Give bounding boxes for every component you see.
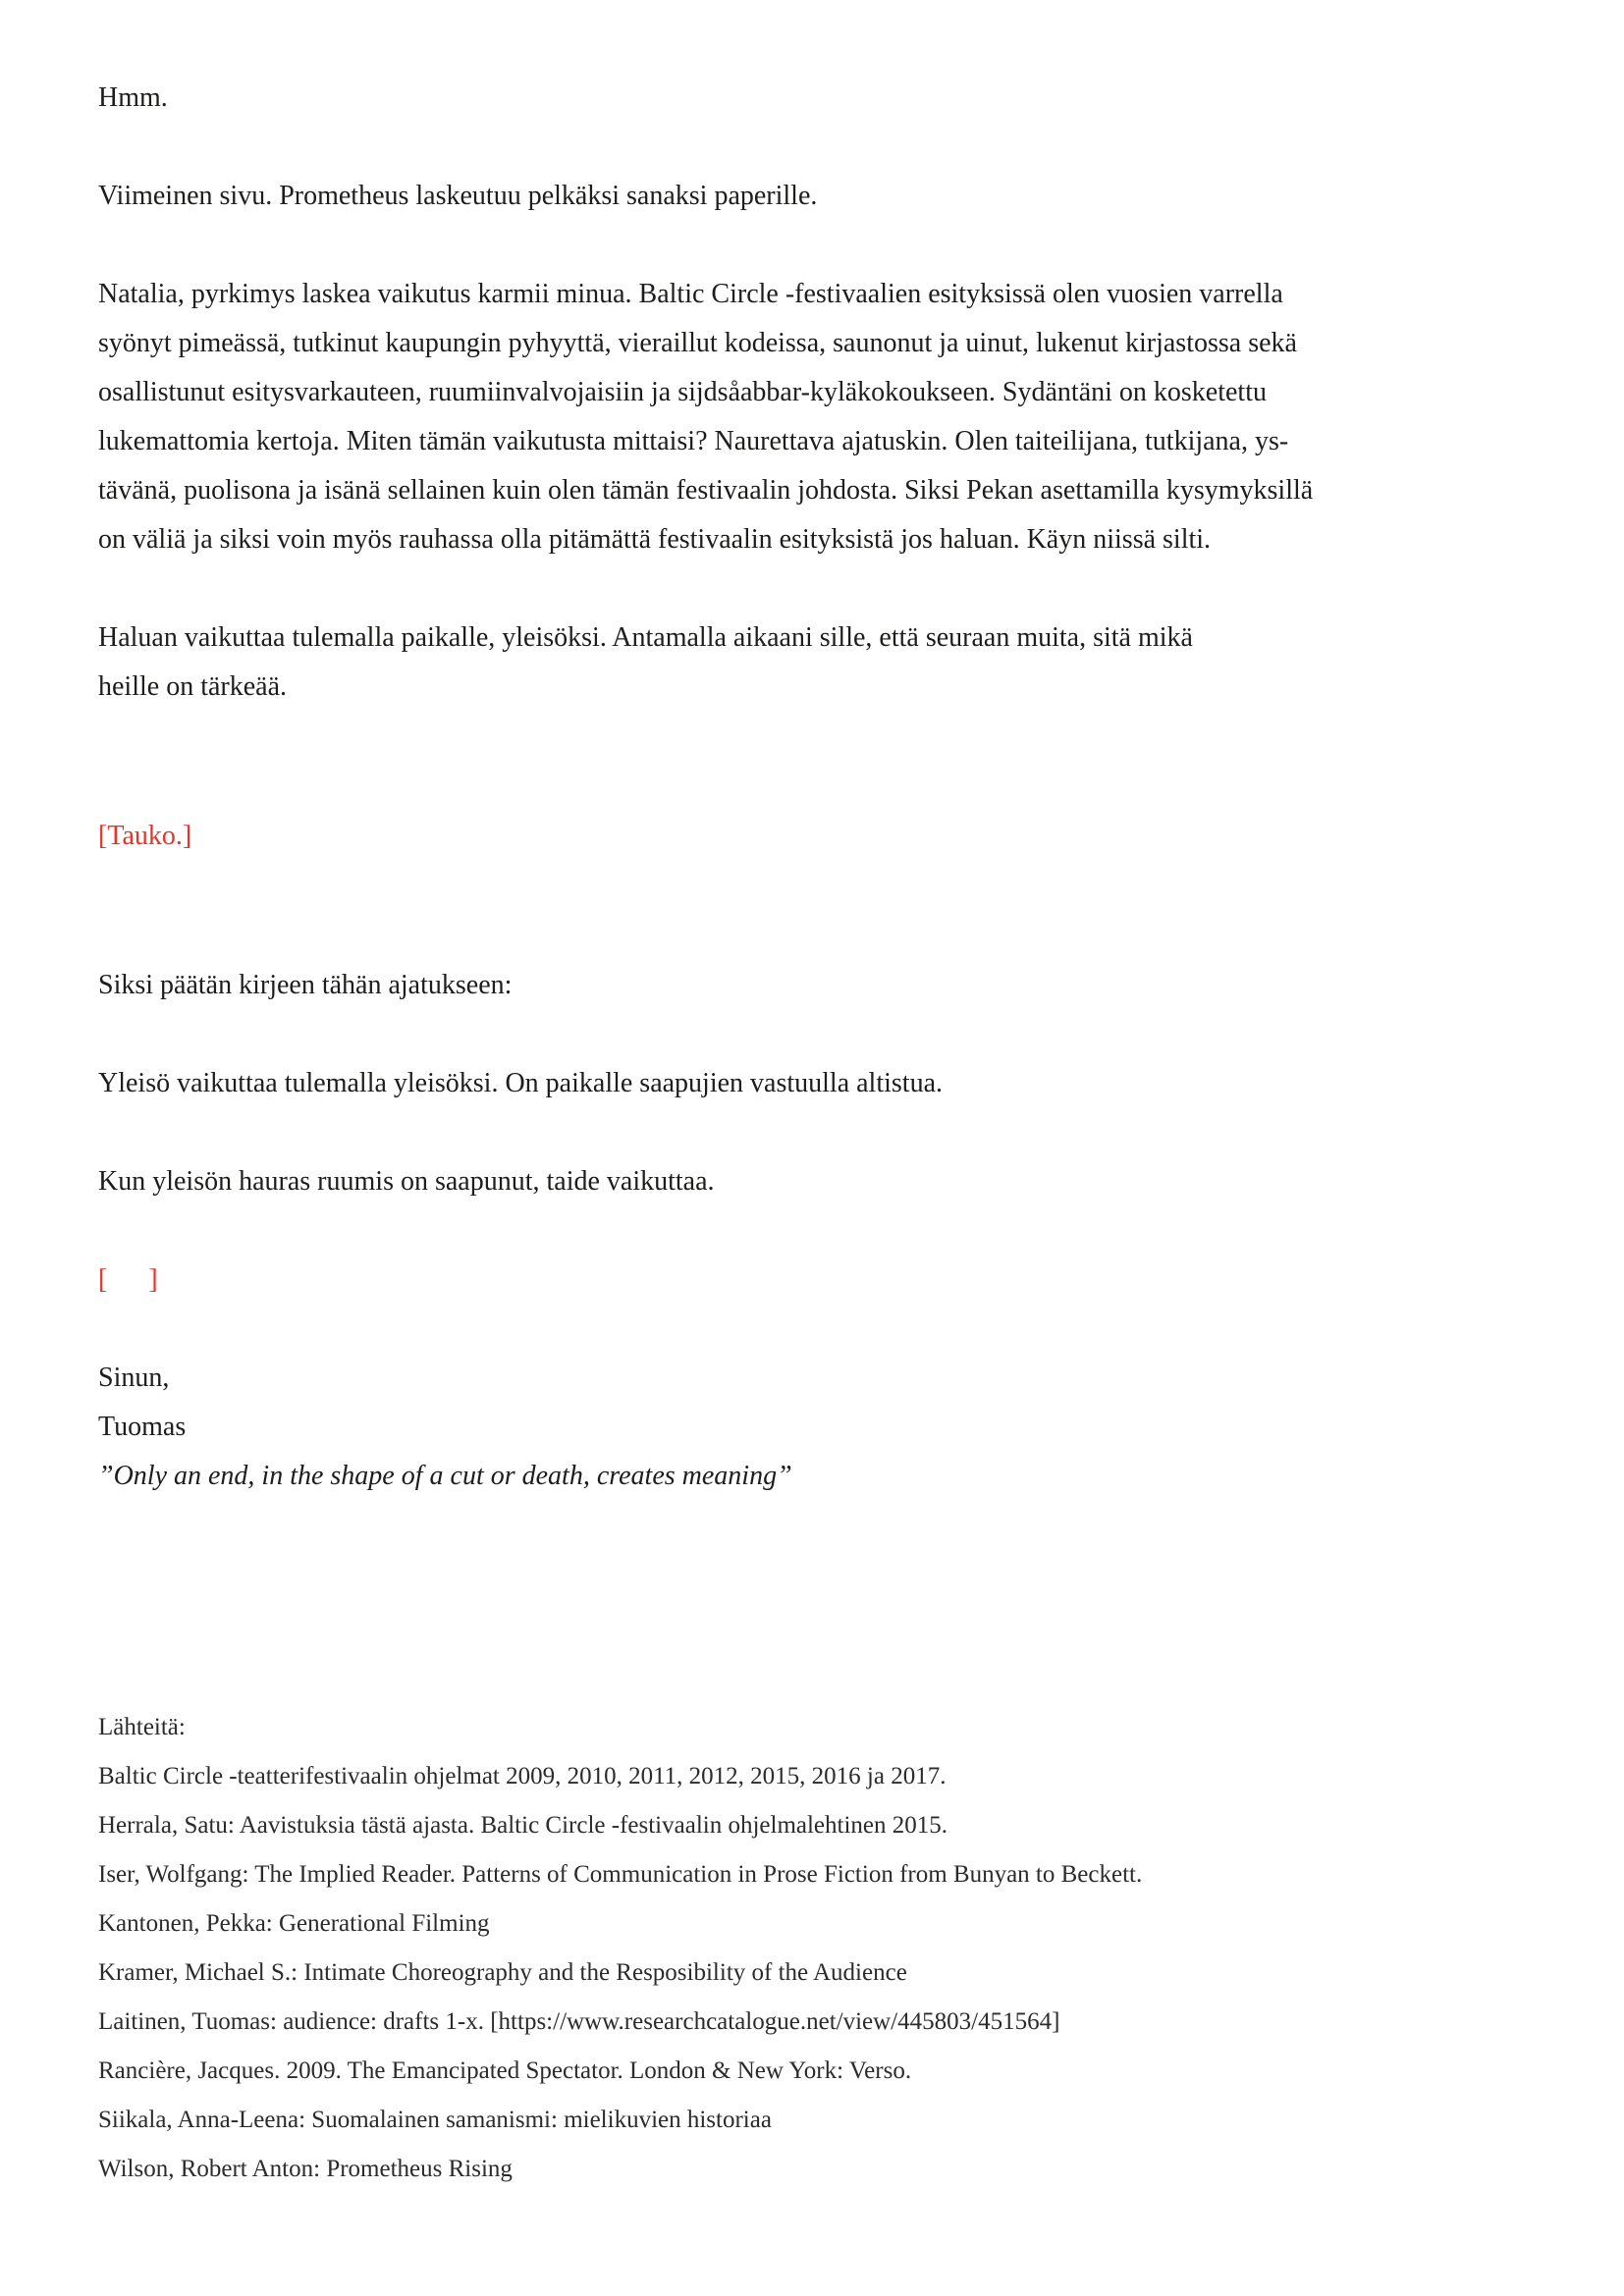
empty-signature-brackets: [ ]	[98, 1264, 158, 1295]
paragraph-line: lukemattomia kertoja. Miten tämän vaikutusta mittaisi? Naurettava ajatuskin. Olen taiteilijana, tutkijana, ys-	[98, 426, 1289, 456]
paragraph-line: on väliä ja siksi voin myös rauhassa olla pitämättä festivaalin esityksistä jos haluan. Käyn niissä silti.	[98, 524, 1212, 555]
letter-body	[98, 74, 1496, 1501]
signature-name: Tuomas	[98, 1412, 187, 1442]
paragraph-line: heille on tärkeää.	[98, 671, 288, 702]
paragraph-conclusion-intro: Siksi päätän kirjeen tähän ajatukseen:	[98, 970, 513, 1000]
paragraph-last-page: Viimeinen sivu. Prometheus laskeutuu pelkäksi sanaksi paperille.	[98, 181, 818, 211]
signoff-greeting: Sinun,	[98, 1362, 170, 1393]
paragraph-line: osallistunut esitysvarkauteen, ruumiinvalvojaisiin ja sijdsåabbar-kyläkokoukseen. Sydäntäni on kosketettu	[98, 377, 1267, 407]
paragraph-natalia	[98, 270, 1496, 564]
source-item: Laitinen, Tuomas: audience: drafts 1-x. [https://www.researchcatalogue.net/view/445803/451564]	[98, 2008, 1060, 2035]
paragraph-hmm: Hmm.	[98, 82, 168, 113]
source-item: Iser, Wolfgang: The Implied Reader. Patterns of Communication in Prose Fiction from Bunyan to Beckett.	[98, 1861, 1143, 1888]
paragraph-haluan	[98, 614, 1496, 712]
paragraph-line: syönyt pimeässä, tutkinut kaupungin pyhyyttä, vieraillut kodeissa, saunonut ja uinut, lukenut kirjastossa sekä	[98, 328, 1297, 358]
paragraph-yleiso: Yleisö vaikuttaa tulemalla yleisöksi. On paikalle saapujien vastuulla altistua.	[98, 1068, 944, 1098]
paragraph-line: Natalia, pyrkimys laskea vaikutus karmii minua. Baltic Circle -festivaalien esityksissä olen vuosien varrella	[98, 279, 1283, 309]
signoff-block	[98, 1354, 1496, 1501]
source-item: Kramer, Michael S.: Intimate Choreography and the Resposibility of the Audience	[98, 1959, 907, 1986]
pause-marker: [Tauko.]	[98, 821, 192, 851]
paragraph-line: Haluan vaikuttaa tulemalla paikalle, yleisöksi. Antamalla aikaani sille, että seuraan muita, sitä mikä	[98, 622, 1193, 653]
paragraph-kun: Kun yleisön hauras ruumis on saapunut, taide vaikuttaa.	[98, 1166, 715, 1197]
closing-quote: ”Only an end, in the shape of a cut or death, creates meaning”	[98, 1461, 792, 1491]
source-item: Wilson, Robert Anton: Prometheus Rising	[98, 2156, 513, 2182]
source-item: Kantonen, Pekka: Generational Filming	[98, 1910, 490, 1937]
source-item: Herrala, Satu: Aavistuksia tästä ajasta. Baltic Circle -festivaalin ohjelmalehtinen 2015.	[98, 1812, 948, 1839]
source-item: Baltic Circle -teatterifestivaalin ohjelmat 2009, 2010, 2011, 2012, 2015, 2016 ja 2017.	[98, 1763, 947, 1789]
paragraph-line: tävänä, puolisona ja isänä sellainen kuin olen tämän festivaalin johdosta. Siksi Pekan asettamilla kysymyksillä	[98, 475, 1314, 506]
source-item: Rancière, Jacques. 2009. The Emancipated Spectator. London & New York: Verso.	[98, 2057, 912, 2084]
sources-heading: Lähteitä:	[98, 1714, 186, 1740]
sources-section	[98, 1703, 1496, 2194]
source-item: Siikala, Anna-Leena: Suomalainen samanismi: mielikuvien historiaa	[98, 2107, 772, 2133]
